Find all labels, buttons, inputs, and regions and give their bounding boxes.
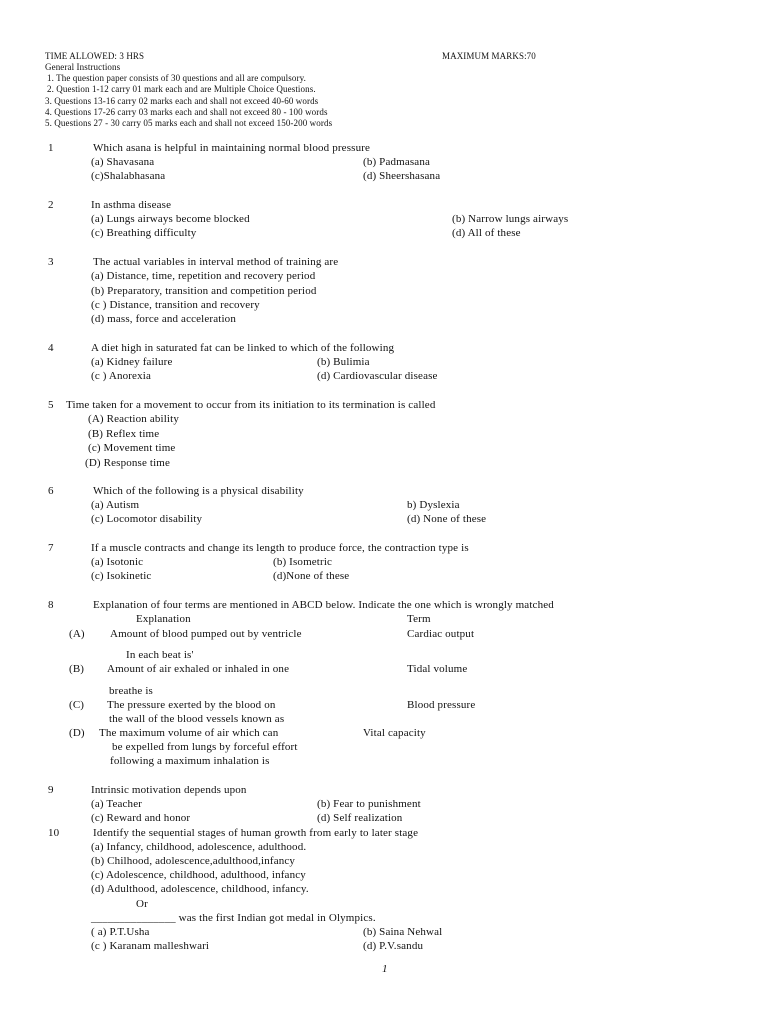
question-number: 5	[48, 399, 54, 411]
row-explanation-cont: In each beat is'	[126, 649, 194, 661]
row-explanation-cont: be expelled from lungs by forceful effort	[112, 741, 298, 753]
question-text: Which asana is helpful in maintaining normal blood pressure	[93, 142, 371, 154]
row-term: Vital capacity	[363, 727, 426, 739]
column-header-term: Term	[407, 613, 431, 625]
alt-option-d: (d) P.V.sandu	[363, 940, 424, 952]
question-text: If a muscle contracts and change its length to produce force, the contraction type is	[91, 542, 469, 554]
question-number: 2	[48, 199, 54, 211]
option-b: (b) Fear to punishment	[317, 798, 421, 810]
alt-option-c: (c ) Karanam malleshwari	[91, 940, 210, 952]
row-label: (D)	[69, 727, 85, 739]
time-allowed: TIME ALLOWED: 3 HRS	[45, 51, 145, 61]
page-number: 1	[382, 963, 388, 975]
option-a: (a) Kidney failure	[91, 356, 173, 368]
instruction-item: 2. Question 1-12 carry 01 mark each and are Multiple Choice Questions.	[47, 84, 316, 94]
option-b: (b) Chilhood, adolescence,adulthood,infancy	[91, 855, 296, 867]
question-text: In asthma disease	[91, 199, 172, 211]
option-a: (a) Infancy, childhood, adolescence, adulthood.	[91, 841, 307, 853]
row-explanation: The pressure exerted by the blood on	[107, 699, 276, 711]
option-d: (d) Cardiovascular disease	[317, 370, 438, 382]
option-b: (b) Bulimia	[317, 356, 370, 368]
question-number: 10	[48, 827, 60, 839]
question-text: The actual variables in interval method of training are	[93, 256, 339, 268]
option-a: (a) Teacher	[91, 798, 143, 810]
option-d: (d) Adulthood, adolescence, childhood, infancy.	[91, 883, 309, 895]
question-number: 8	[48, 599, 54, 611]
option-c: (c) Breathing difficulty	[91, 227, 197, 239]
option-b: (b) Isometric	[273, 556, 333, 568]
row-explanation: Amount of air exhaled or inhaled in one	[107, 663, 290, 675]
option-a: (a) Lungs airways become blocked	[91, 213, 250, 225]
question-text: Explanation of four terms are mentioned in ABCD below. Indicate the one which is wrongly matched	[93, 599, 554, 611]
row-explanation-cont: the wall of the blood vessels known as	[109, 713, 285, 725]
option-c: (c) Locomotor disability	[91, 513, 203, 525]
option-a: (a) Distance, time, repetition and recovery period	[91, 270, 316, 282]
option-d: (d) mass, force and acceleration	[91, 313, 236, 325]
question-text: A diet high in saturated fat can be linked to which of the following	[91, 342, 395, 354]
question-number: 4	[48, 342, 54, 354]
instruction-item: 1. The question paper consists of 30 questions and all are compulsory.	[47, 73, 306, 83]
question-text: Which of the following is a physical disability	[93, 485, 304, 497]
question-number: 1	[48, 142, 54, 154]
instructions-title: General Instructions	[45, 62, 121, 72]
option-c: (c) Reward and honor	[91, 812, 191, 824]
alt-option-a: ( a) P.T.Usha	[91, 926, 150, 938]
question-number: 3	[48, 256, 54, 268]
option-b: (b) Preparatory, transition and competition period	[91, 285, 317, 297]
or-separator: Or	[136, 898, 148, 910]
row-label: (C)	[69, 699, 85, 711]
option-b: (B) Reflex time	[88, 428, 160, 440]
option-d: (d) Sheershasana	[363, 170, 441, 182]
instruction-item: 4. Questions 17-26 carry 03 marks each and shall not exceed 80 - 100 words	[45, 107, 328, 117]
question-number: 6	[48, 485, 54, 497]
option-c: (c) Movement time	[88, 442, 176, 454]
option-c: (c) Isokinetic	[91, 570, 152, 582]
option-d: (d) All of these	[452, 227, 521, 239]
question-text: Time taken for a movement to occur from its initiation to its termination is called	[66, 399, 436, 411]
option-c: (c) Adolescence, childhood, adulthood, infancy	[91, 869, 306, 881]
question-text: Identify the sequential stages of human growth from early to later stage	[93, 827, 419, 839]
row-explanation-cont: breathe is	[109, 685, 153, 697]
row-term: Tidal volume	[407, 663, 468, 675]
row-term: Blood pressure	[407, 699, 476, 711]
question-number: 7	[48, 542, 54, 554]
option-a: (a) Autism	[91, 499, 140, 511]
column-header-explanation: Explanation	[136, 613, 191, 625]
row-label: (A)	[69, 628, 85, 640]
option-a: (a) Isotonic	[91, 556, 144, 568]
alt-question-text: _______________ was the first Indian got medal in Olympics.	[91, 912, 376, 924]
maximum-marks: MAXIMUM MARKS:70	[442, 51, 536, 61]
option-d: (D) Response time	[85, 457, 171, 469]
option-d: (d) None of these	[407, 513, 487, 525]
row-explanation-cont: following a maximum inhalation is	[110, 755, 270, 767]
option-a: (A) Reaction ability	[88, 413, 179, 425]
alt-option-b: (b) Saina Nehwal	[363, 926, 443, 938]
question-text: Intrinsic motivation depends upon	[91, 784, 247, 796]
row-explanation: Amount of blood pumped out by ventricle	[110, 628, 302, 640]
row-term: Cardiac output	[407, 628, 475, 640]
option-c: (c ) Anorexia	[91, 370, 151, 382]
question-number: 9	[48, 784, 54, 796]
row-explanation: The maximum volume of air which can	[99, 727, 279, 739]
instruction-item: 3. Questions 13-16 carry 02 marks each and shall not exceed 40-60 words	[45, 96, 319, 106]
option-b: (b) Padmasana	[363, 156, 431, 168]
option-d: (d) Self realization	[317, 812, 403, 824]
instruction-item: 5. Questions 27 - 30 carry 05 marks each and shall not exceed 150-200 words	[45, 118, 333, 128]
option-b: b) Dyslexia	[407, 499, 460, 511]
option-d: (d)None of these	[273, 570, 350, 582]
option-a: (a) Shavasana	[91, 156, 155, 168]
option-c: (c ) Distance, transition and recovery	[91, 299, 260, 311]
option-c: (c)Shalabhasana	[91, 170, 166, 182]
option-b: (b) Narrow lungs airways	[452, 213, 569, 225]
row-label: (B)	[69, 663, 85, 675]
